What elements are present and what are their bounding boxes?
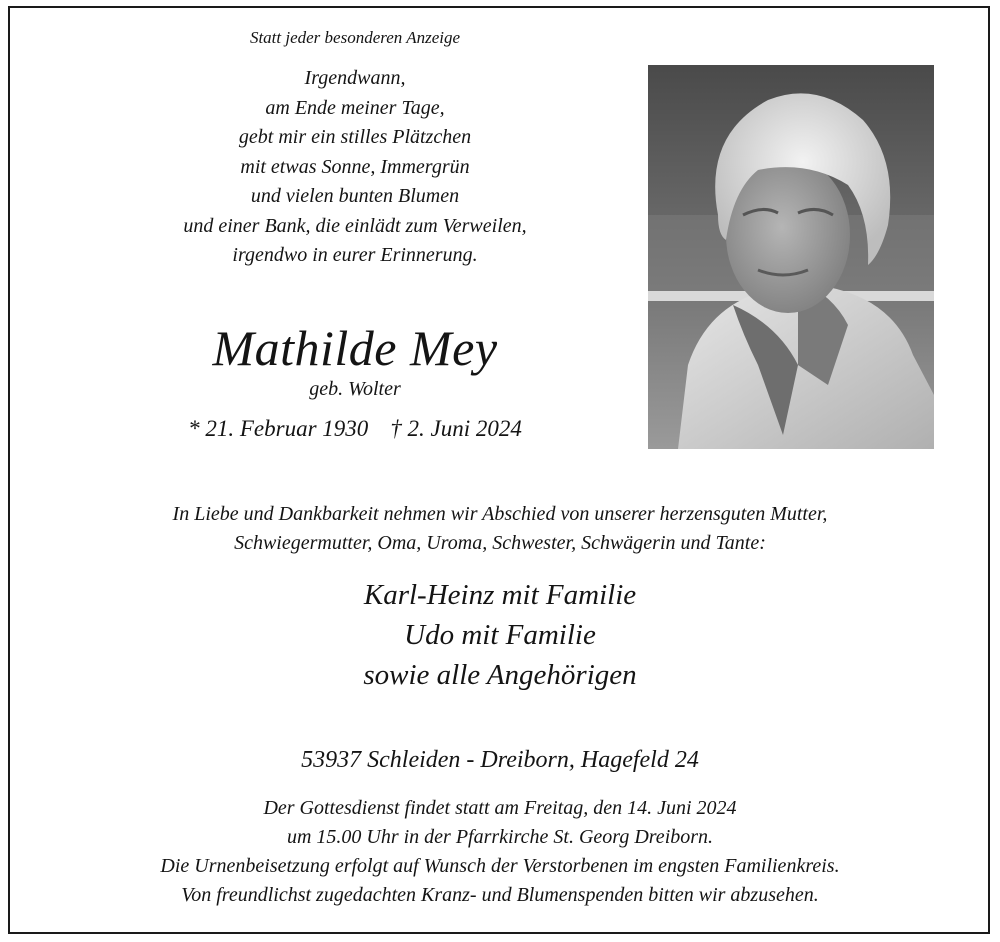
service-line: Der Gottesdienst findet statt am Freitag, den 14. Juni 2024 (263, 797, 737, 819)
mourner: sowie alle Angehörigen (363, 659, 637, 691)
mourners-list (20, 575, 980, 695)
farewell-intro (20, 500, 980, 558)
poem (80, 64, 630, 271)
death-date: † 2. Juni 2024 (390, 416, 522, 441)
notice-header: Statt jeder besonderen Anzeige (249, 28, 461, 47)
life-dates (80, 416, 630, 442)
poem-line: Irgendwann, (304, 67, 406, 89)
mourner: Karl-Heinz mit Familie (363, 579, 637, 611)
intro-line: Schwiegermutter, Oma, Uroma, Schwester, Schwägerin und Tante: (234, 532, 766, 554)
service-line: Die Urnenbeisetzung erfolgt auf Wunsch der Verstorbenen im engsten Familienkreis. (160, 855, 840, 877)
address: 53937 Schleiden - Dreiborn, Hagefeld 24 (301, 747, 699, 773)
service-info (20, 794, 980, 910)
poem-line: und vielen bunten Blumen (250, 185, 460, 207)
poem-line: mit etwas Sonne, Immergrün (240, 155, 470, 178)
poem-line: und einer Bank, die einlädt zum Verweilen, (183, 214, 527, 237)
birth-date: * 21. Februar 1930 (188, 416, 369, 441)
intro-line: In Liebe und Dankbarkeit nehmen wir Abschied von unserer herzensguten Mutter, (172, 503, 828, 525)
service-line: um 15.00 Uhr in der Pfarrkirche St. Georg Dreiborn. (286, 826, 714, 848)
poem-line: gebt mir ein stilles Plätzchen (238, 126, 472, 148)
poem-line: am Ende meiner Tage, (265, 96, 445, 119)
portrait-photo-icon (648, 65, 934, 449)
service-line: Von freundlichst zugedachten Kranz- und Blumenspenden bitten wir abzusehen. (181, 884, 819, 906)
birth-name: geb. Wolter (309, 378, 401, 400)
poem-line: irgendwo in eurer Erinnerung. (232, 244, 478, 266)
deceased-name: Mathilde Mey (212, 320, 498, 376)
mourner: Udo mit Familie (404, 619, 596, 651)
